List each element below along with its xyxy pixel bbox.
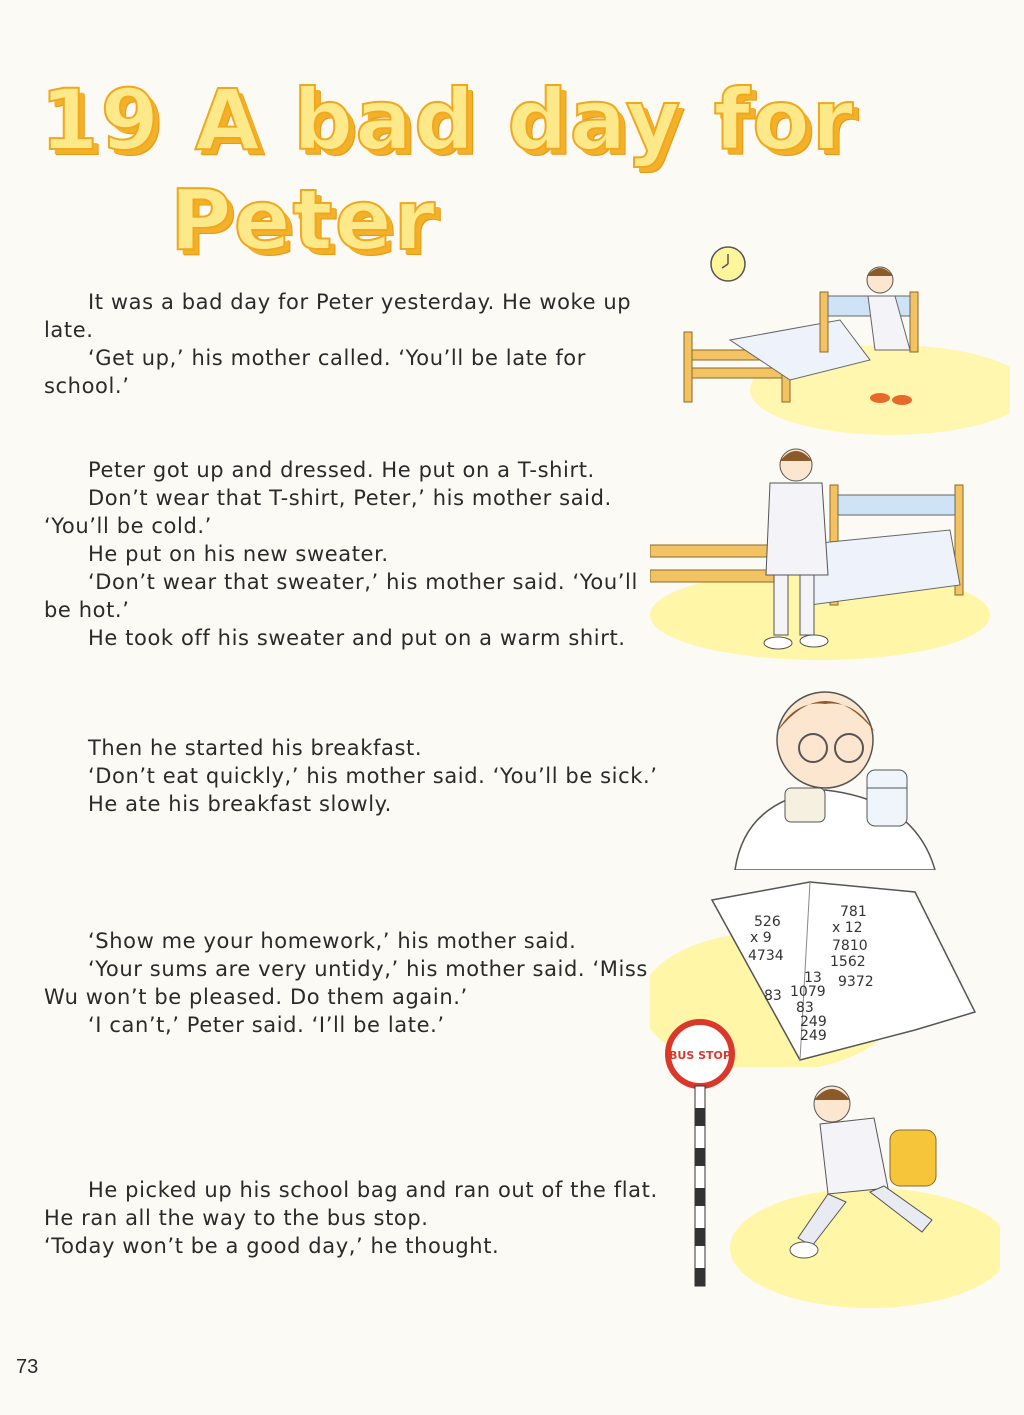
sentence: Don’t wear that T-shirt, Peter,’ his mother said. ‘You’ll be cold.’ — [44, 486, 612, 538]
paragraph-5 — [44, 1176, 669, 1260]
sum3-line: 83 — [764, 988, 782, 1004]
sentence: Peter got up and dressed. He put on a T-shirt. — [88, 458, 595, 482]
sentence: He ate his breakfast slowly. — [88, 792, 392, 816]
sentence: He took off his sweater and put on a warm shirt. — [88, 626, 626, 650]
sum2-line: 9372 — [838, 974, 874, 990]
illustration-breakfast — [725, 670, 945, 870]
title-line-2: Peter — [170, 171, 438, 269]
sum3-line: 1079 — [790, 984, 826, 1000]
page-number: 73 — [16, 1356, 39, 1378]
sentence: ‘Show me your homework,’ his mother said. — [88, 929, 577, 953]
sum2-line: 1562 — [830, 954, 866, 970]
sentence: He picked up his school bag and ran out of the flat. He ran all the way to the bus stop. — [44, 1178, 658, 1230]
sum3-line: 13 — [804, 970, 822, 986]
sum1-line: 526 — [754, 914, 781, 930]
sum2-line: 7810 — [832, 938, 868, 954]
sum2-line: 781 — [840, 904, 867, 920]
sentence: Then he started his breakfast. — [88, 736, 423, 760]
sum3-line: 83 — [796, 1000, 814, 1016]
bus-stop-sign — [668, 1022, 732, 1286]
sentence: ‘Don’t eat quickly,’ his mother said. ‘You’ll be sick.’ — [88, 764, 658, 788]
paragraph-2 — [44, 456, 659, 652]
sentence: ‘Get up,’ his mother called. ‘You’ll be late for school.’ — [44, 346, 586, 398]
sentence: It was a bad day for Peter yesterday. He woke up late. — [44, 290, 632, 342]
sentence: ‘I can’t,’ Peter said. ‘I’ll be late.’ — [88, 1013, 445, 1037]
sentence: ‘Today won’t be a good day,’ he thought. — [44, 1234, 500, 1258]
chapter-number: 19 — [40, 71, 161, 169]
sum2-line: x 12 — [832, 920, 863, 936]
paragraph-4 — [44, 927, 659, 1039]
illustration-getting-dressed — [650, 435, 990, 665]
paragraph-3 — [44, 734, 659, 818]
paragraph-1 — [44, 288, 659, 400]
illustration-running-to-bus-stop — [660, 1018, 1000, 1318]
sentence: He put on his new sweater. — [88, 542, 389, 566]
clock-icon — [711, 247, 745, 281]
sentence: ‘Don’t wear that sweater,’ his mother said. ‘You’ll be hot.’ — [44, 570, 638, 622]
sentence: ‘Your sums are very untidy,’ his mother said. ‘Miss Wu won’t be pleased. Do them again.’ — [44, 957, 648, 1009]
sum3-line: 249 — [800, 1028, 827, 1044]
sum1-line: 4734 — [748, 948, 784, 964]
title-line-1: A bad day for — [194, 71, 856, 169]
bus-stop-label: BUS STOP — [669, 1049, 731, 1062]
sum1-line: x 9 — [750, 930, 772, 946]
sum3-line: 249 — [800, 1014, 827, 1030]
illustration-waking-up — [670, 240, 1010, 440]
